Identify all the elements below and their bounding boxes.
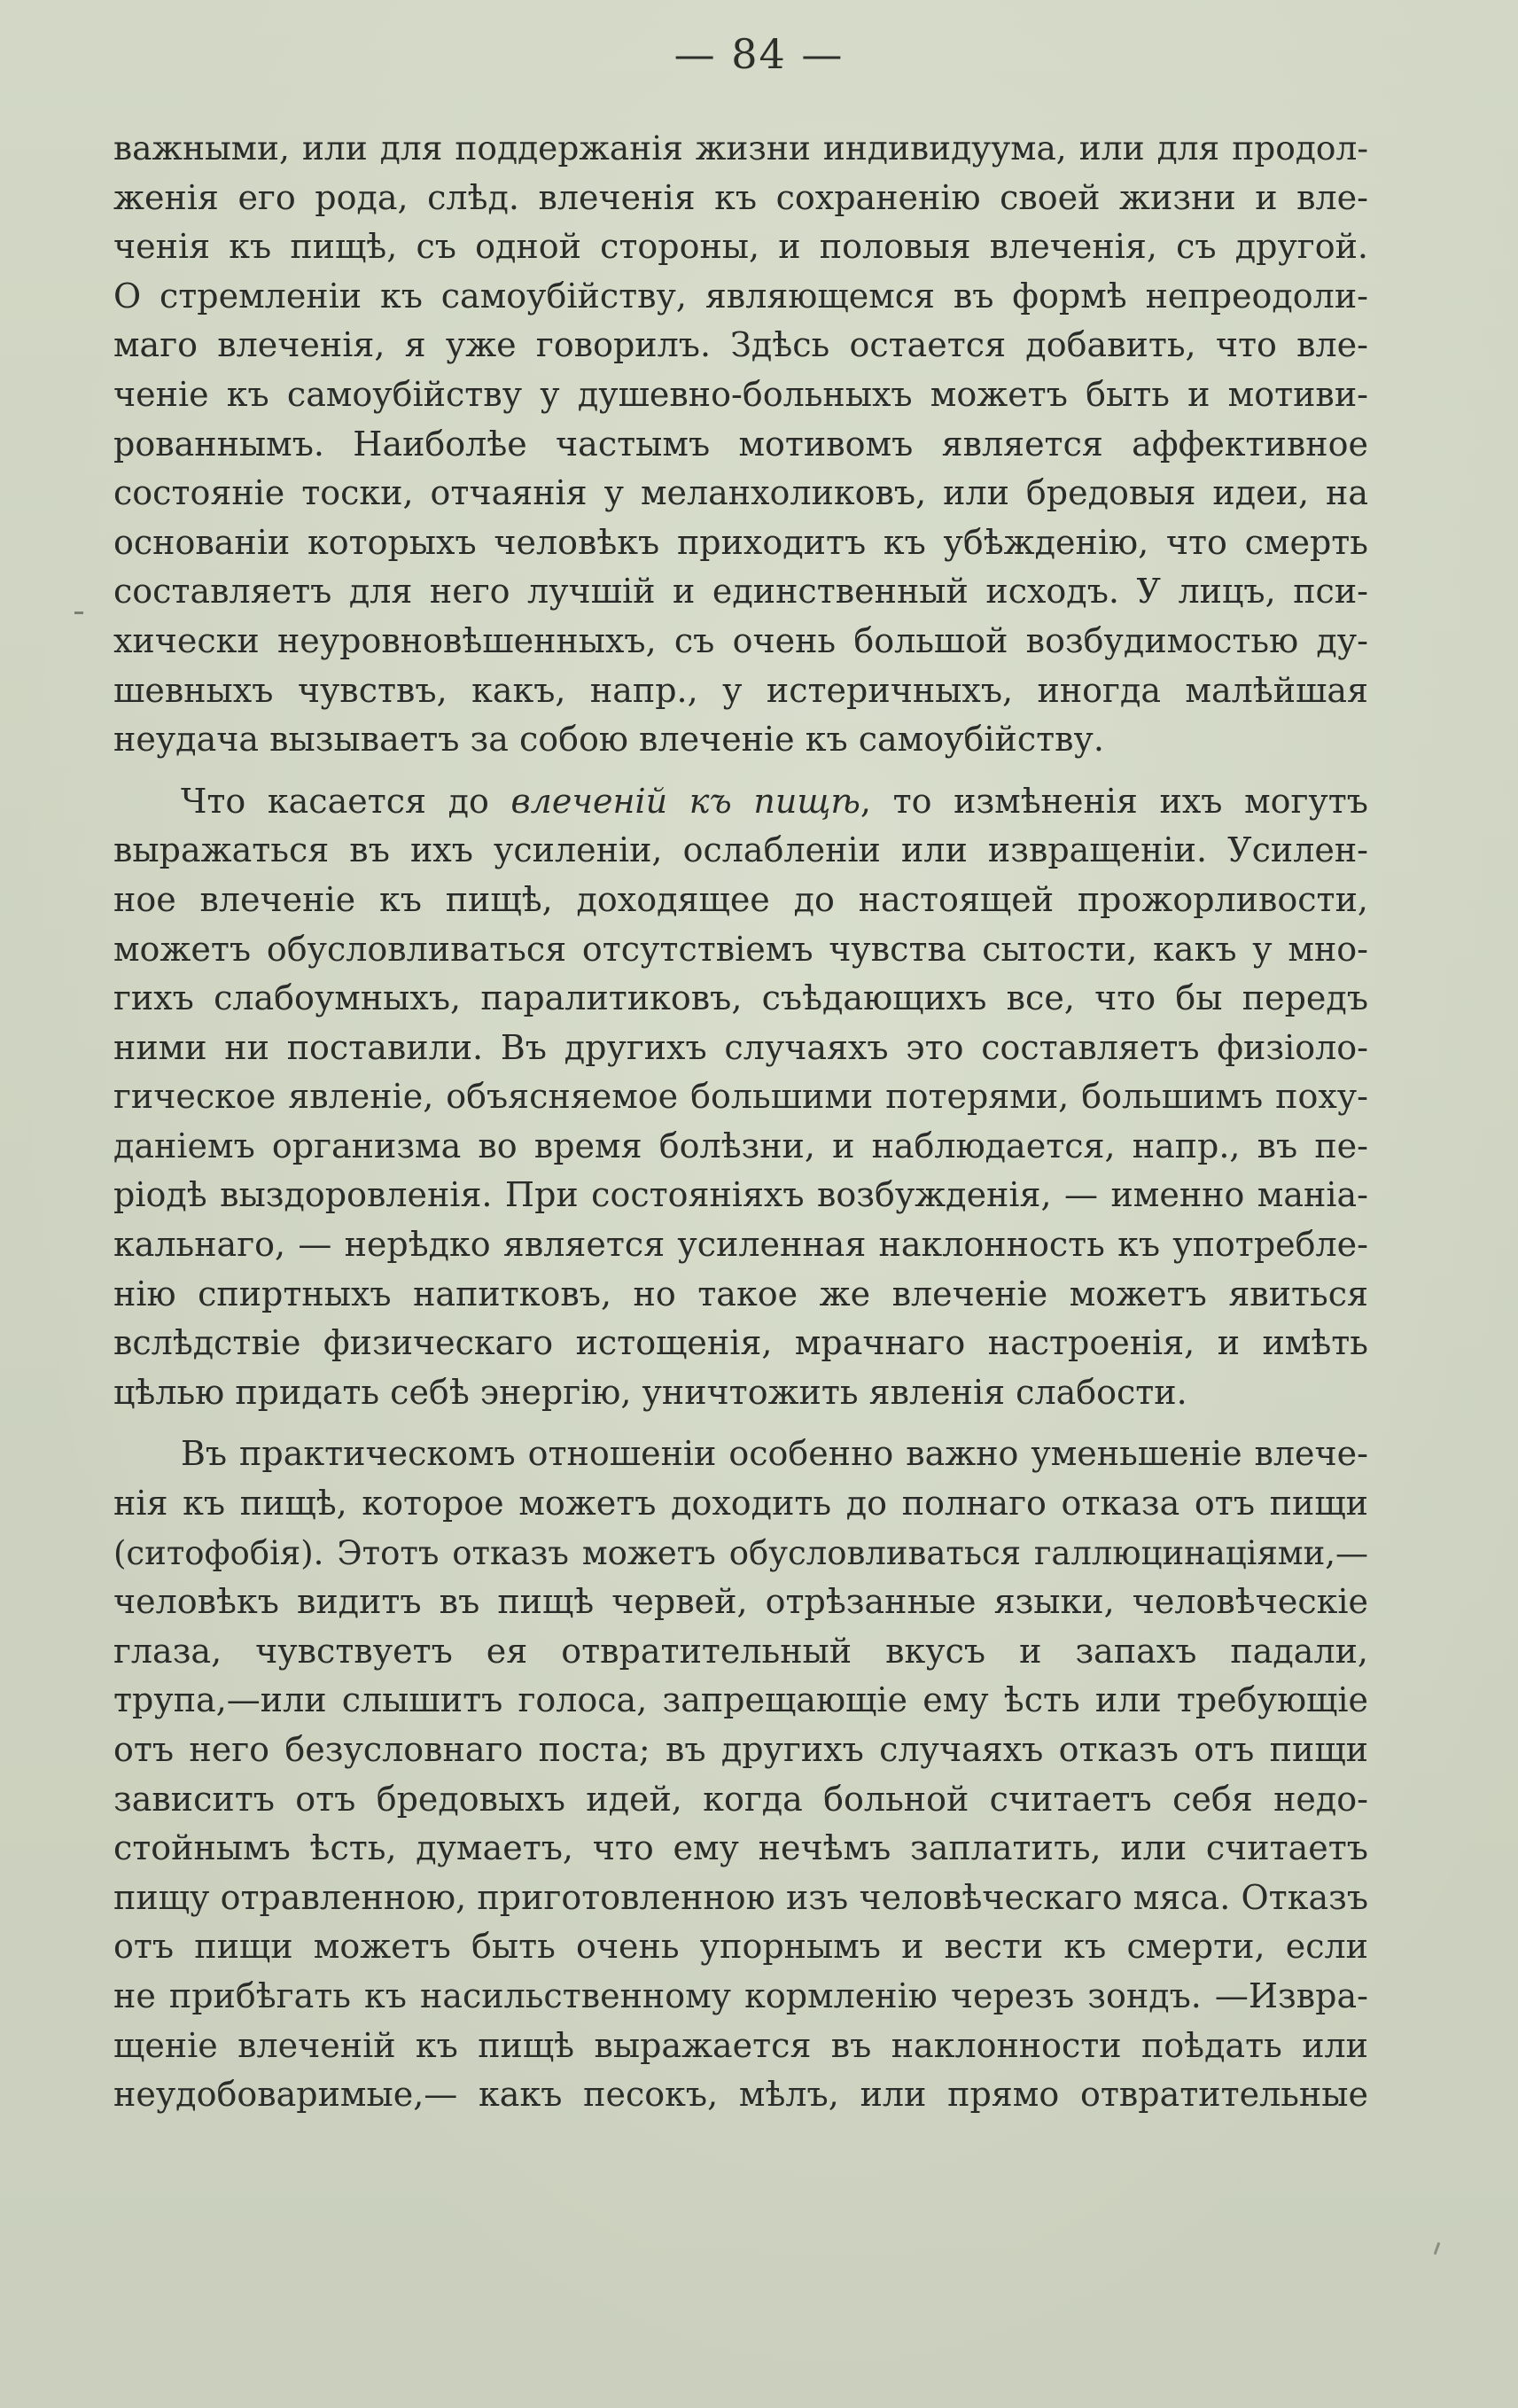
text-line: цѣлью придать себѣ энергію, уничтожить явленія слабости. (113, 1372, 1187, 1412)
text-line: гихъ слабоумныхъ, паралитиковъ, съѣдающихъ все, что бы передъ (113, 978, 1368, 1018)
paragraph-1 (113, 124, 1368, 765)
text-segment: Что касается до (181, 781, 511, 821)
text-line: человѣкъ видитъ въ пищѣ червей, отрѣзанные языки, человѣческіе (113, 1582, 1368, 1622)
text-line: (ситофобія). Этотъ отказъ можетъ обусловливаться галлюцинаціями,— (113, 1533, 1368, 1572)
text-line: шевныхъ чувствъ, какъ, напр., у истеричныхъ, иногда малѣйшая (113, 670, 1368, 710)
text-line: составляетъ для него лучшій и единственный исходъ. У лицъ, пси- (113, 572, 1368, 612)
text-line: даніемъ организма во время болѣзни, и наблюдается, напр., въ пе- (113, 1126, 1368, 1165)
text-line: не прибѣгать къ насильственному кормленію черезъ зондъ. —Изврa- (113, 1975, 1368, 2015)
text-line: пищу отравленною, приготовленною изъ человѣческаго мяса. Отказъ (113, 1877, 1368, 1917)
text-line: ное влеченіе къ пищѣ, доходящее до настоящей прожорливости, (113, 879, 1368, 919)
text-line: нію спиртныхъ напитковъ, но такое же влеченіе можетъ явиться (113, 1274, 1368, 1313)
text-line (113, 777, 1368, 827)
text-line: щеніе влеченій къ пищѣ выражается въ наклонности поѣдать или (113, 2025, 1368, 2065)
paper-blemish (1434, 2242, 1441, 2255)
text-line: ченіе къ самоубійству у душевно-больныхъ можетъ быть и мотиви- (113, 374, 1368, 414)
text-line: гическое явленіе, объясняемое большими потерями, большимъ поху- (113, 1077, 1368, 1117)
text-line: зависитъ отъ бредовыхъ идей, когда больной считаетъ себя недо- (113, 1779, 1368, 1819)
emphasized-term: влеченій къ пищѣ (510, 781, 860, 821)
text-line: отъ пищи можетъ быть очень упорнымъ и вести къ смерти, если (113, 1927, 1368, 1967)
text-line: выражаться въ ихъ усиленіи, ослабленіи или извращеніи. Усилен- (113, 830, 1368, 870)
text-line: трупа,—или слышитъ голоса, запрещающіе ему ѣсть или требующіе (113, 1680, 1368, 1720)
text-line: женія его рода, слѣд. влеченія къ сохраненію своей жизни и вле- (113, 177, 1368, 217)
text-line: можетъ обусловливаться отсутствіемъ чувства сытости, какъ у мно- (113, 929, 1368, 969)
body-text (113, 124, 1368, 2120)
text-line: хически неуровновѣшенныхъ, съ очень большой возбудимостью ду- (113, 620, 1368, 660)
text-line: ними ни поставили. Въ другихъ случаяхъ это составляетъ физіоло- (113, 1027, 1368, 1067)
text-line: неудача вызываетъ за собою влеченіе къ самоубійству. (113, 720, 1104, 760)
text-line: Въ практическомъ отношеніи особенно важно уменьшеніе влече- (181, 1434, 1368, 1474)
paragraph-2 (113, 777, 1368, 1418)
paragraph-3 (113, 1430, 1368, 2119)
text-line: маго влеченія, я уже говорилъ. Здѣсь остается добавить, что вле- (113, 325, 1368, 365)
text-line: ріодѣ выздоровленія. При состояніяхъ возбужденія, — именно маніа- (113, 1175, 1368, 1215)
text-line: основаніи которыхъ человѣкъ приходитъ къ убѣжденію, что смерть (113, 522, 1368, 562)
text-line: важными, или для поддержанія жизни индивидуума, или для продол- (113, 129, 1368, 168)
text-line: О стремленіи къ самоубійству, являющемся въ формѣ непреодоли- (113, 276, 1368, 316)
text-line: кальнаго, — нерѣдко является усиленная наклонность къ употребле- (113, 1225, 1368, 1265)
text-line: нія къ пищѣ, которое можетъ доходить до полнаго отказа отъ пищи (113, 1484, 1368, 1524)
text-line: глаза, чувствуетъ ея отвратительный вкусъ и запахъ падали, (113, 1631, 1368, 1671)
text-line: отъ него безусловнаго поста; въ другихъ случаяхъ отказъ отъ пищи (113, 1730, 1368, 1769)
text-line: вслѣдствіе физическаго истощенія, мрачнаго настроенія, и имѣть (113, 1323, 1368, 1363)
text-line: рованнымъ. Наиболѣе частымъ мотивомъ является аффективное (113, 424, 1368, 464)
text-line: состояніе тоски, отчаянія у меланхоликовъ, или бредовыя идеи, на (113, 473, 1368, 513)
page-number: — 84 — (673, 30, 845, 78)
text-line: ченія къ пищѣ, съ одной стороны, и половыя влеченія, съ другой. (113, 227, 1368, 267)
text-line: стойнымъ ѣсть, думаетъ, что ему нечѣмъ заплатить, или считаетъ (113, 1828, 1368, 1868)
text-segment: , то измѣненія ихъ могутъ (860, 781, 1368, 821)
text-line: неудобоваримые,— какъ песокъ, мѣлъ, или прямо отвратительные (113, 2075, 1368, 2115)
margin-mark (74, 612, 83, 614)
